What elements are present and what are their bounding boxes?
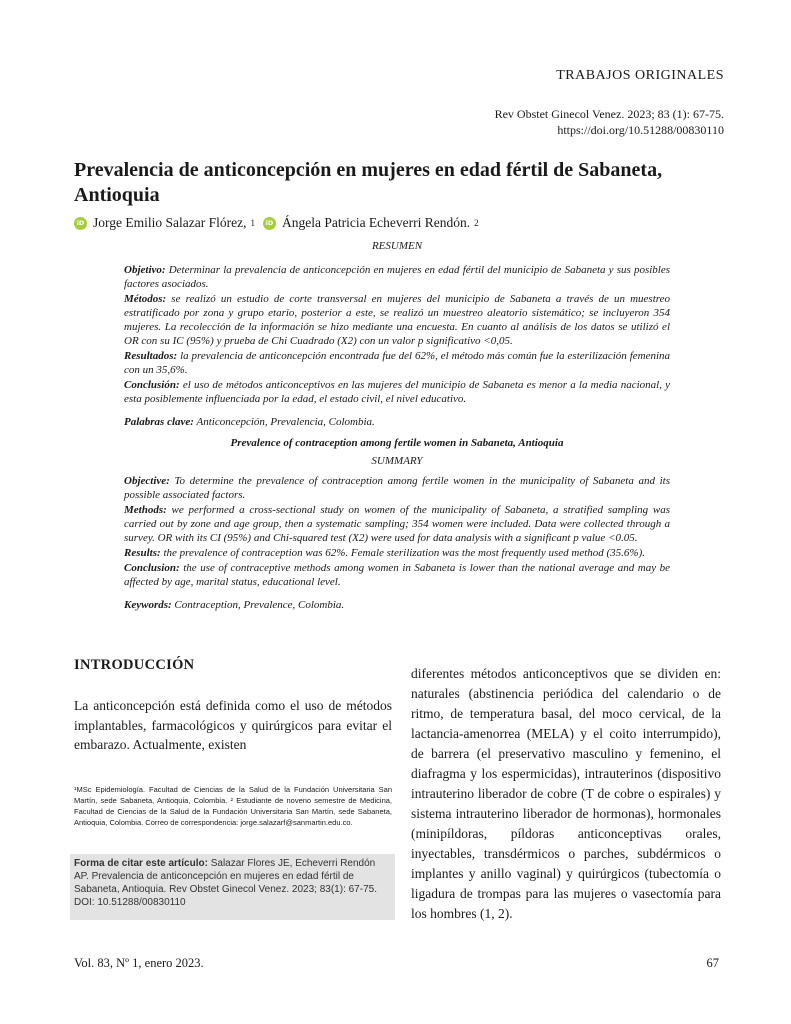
article-title: Prevalencia de anticoncepción en mujeres en edad fértil de Sabaneta, Antioquia	[74, 159, 663, 206]
text: Anticoncepción, Prevalencia, Colombia.	[196, 416, 375, 428]
label: Objective:	[124, 475, 170, 487]
resumen-abstract	[124, 263, 670, 430]
text: el uso de métodos anticonceptivos en las mujeres del municipio de Sabaneta es menor a la media nacional, y esta posiblemente influenciada por la edad, el estado civil, el nivel educativo.	[124, 379, 671, 405]
resumen-results	[124, 349, 670, 377]
resumen-conclusion	[124, 378, 670, 406]
resumen-heading: RESUMEN	[371, 240, 423, 252]
journal-reference: Rev Obstet Ginecol Venez. 2023; 83 (1): 67-75.	[494, 107, 724, 121]
page-number: 67	[706, 956, 719, 970]
affiliation-footnote: ¹MSc Epidemiología. Facultad de Ciencias de la Salud de la Fundación Universitaria San Martín, sede Sabaneta, Antioquia, Colombia. ² Estudiante de noveno semestre de Medicina, Facultad de Ciencias de la Salud de la Fundación Universitaria San Martín, sede Sabaneta, Antioquia, Colombia. Correo de correspondencia: jorge.salazarf@sanmartin.edu.co.	[74, 785, 392, 827]
issue-info: Vol. 83, Nº 1, enero 2023.	[74, 956, 204, 970]
section-label: TRABAJOS ORIGINALES	[556, 68, 724, 83]
label: Palabras clave:	[124, 416, 194, 428]
author-name: Ángela Patricia Echeverri Rendón.	[281, 215, 471, 230]
introduction-heading: INTRODUCCIÓN	[74, 657, 195, 673]
doi-link[interactable]: https://doi.org/10.51288/00830110	[557, 123, 724, 137]
resumen-keywords	[124, 415, 670, 429]
summary-keywords	[124, 598, 670, 612]
summary-results	[124, 546, 670, 560]
label: Métodos:	[124, 293, 167, 305]
orcid-icon[interactable]: iD	[74, 217, 87, 230]
text: Determinar la prevalencia de anticoncepción en mujeres en edad fértil del municipio de Sabaneta y sus posibles factores asociados.	[124, 264, 671, 290]
label: Results:	[124, 547, 161, 559]
author-list	[74, 215, 487, 231]
intro-paragraph-right: diferentes métodos anticonceptivos que se dividen en: naturales (abstinencia periódica del calendario o de ritmo, de temperatura basal, del moco cervical, de la lactancia-amenorrea (MELA) y el coito interrumpido), de barrera (el preservativo masculino y femenino, el diafragma y los espermicidas), intrauterinos (dispositivo intrauterino liberador de cobre (T de cobre o espirales) y sistema intrauterino liberador de hormonas), hormonales (minipíldoras, píldoras anticonceptivas orales, inyectables, transdérmicos o parches, subdérmicos o implantes y anillo vaginal) y quirúrgicos (tubectomía o ligadura de trompas para las mujeres o vasectomía para los hombres (1, 2).	[411, 666, 721, 921]
summary-objective	[124, 474, 670, 502]
text: la prevalencia de anticoncepción encontrada fue del 62%, el método más común fue la esterilización femenina con un 35,6%.	[124, 350, 671, 376]
orcid-icon[interactable]: iD	[263, 217, 276, 230]
label: Objetivo:	[124, 264, 166, 276]
summary-conclusion	[124, 561, 670, 589]
summary-methods	[124, 503, 670, 545]
summary-abstract	[124, 474, 670, 613]
text: Contraception, Prevalence, Colombia.	[174, 599, 345, 611]
author-affiliation-mark: 2	[474, 218, 479, 228]
text: To determine the prevalence of contraception among fertile women in the municipality of Sabaneta and its possible associated factors.	[124, 475, 670, 501]
intro-paragraph-left: La anticoncepción está definida como el uso de métodos implantables, farmacológicos y quirúrgicos para evitar el embarazo. Actualmente, existen	[74, 698, 392, 752]
label: Resultados:	[124, 350, 178, 362]
english-title: Prevalence of contraception among fertile women in Sabaneta, Antioquia	[230, 437, 564, 449]
resumen-objective	[124, 263, 670, 291]
author-name: Jorge Emilio Salazar Flórez,	[93, 215, 247, 230]
label: Keywords:	[124, 599, 172, 611]
citation-box	[70, 854, 395, 920]
author-affiliation-mark: 1	[250, 218, 255, 228]
text: we performed a cross-sectional study on women of the municipality of Sabaneta, a stratified sampling was carried out by zone and age group, then a systematic sampling; 354 women were included. Data were collected through a survey. OR with its CI (95%) and Chi-squared test (X2) were used for data analysis with a significant p value <0.05.	[124, 504, 671, 544]
label: Conclusion:	[124, 562, 180, 574]
citation-text: Salazar Flores JE, Echeverri Rendón AP. Prevalencia de anticoncepción en mujeres en edad fértil de Sabaneta, Antioquia. Rev Obstet Ginecol Venez. 2023; 83(1): 67-75. DOI: 10.51288/00830110	[74, 858, 377, 908]
text: the use of contraceptive methods among women in Sabaneta is lower than the national average and may be affected by age, marital status, educational level.	[124, 562, 671, 588]
journal-citation	[495, 106, 724, 138]
text: the prevalence of contraception was 62%. Female sterilization was the most frequently used method (35.6%).	[163, 547, 646, 559]
label: Conclusión:	[124, 379, 180, 391]
text: se realizó un estudio de corte transversal en mujeres del municipio de Sabaneta a través de un muestreo estratificado por zona y grupo etario, posterior a este, se realizó un muestreo aleatorio sistemático; se incluyeron 354 mujeres. La recolección de la información se hizo mediante una encuesta. En cuanto al análisis de los datos se utilizó el OR con su IC (95%) y prueba de Chi Cuadrado (X2) con un valor p significativo <0,05.	[124, 293, 671, 347]
citation-label: Forma de citar este artículo:	[74, 858, 208, 869]
summary-heading: SUMMARY	[371, 455, 423, 467]
label: Methods:	[124, 504, 167, 516]
resumen-methods	[124, 292, 670, 348]
